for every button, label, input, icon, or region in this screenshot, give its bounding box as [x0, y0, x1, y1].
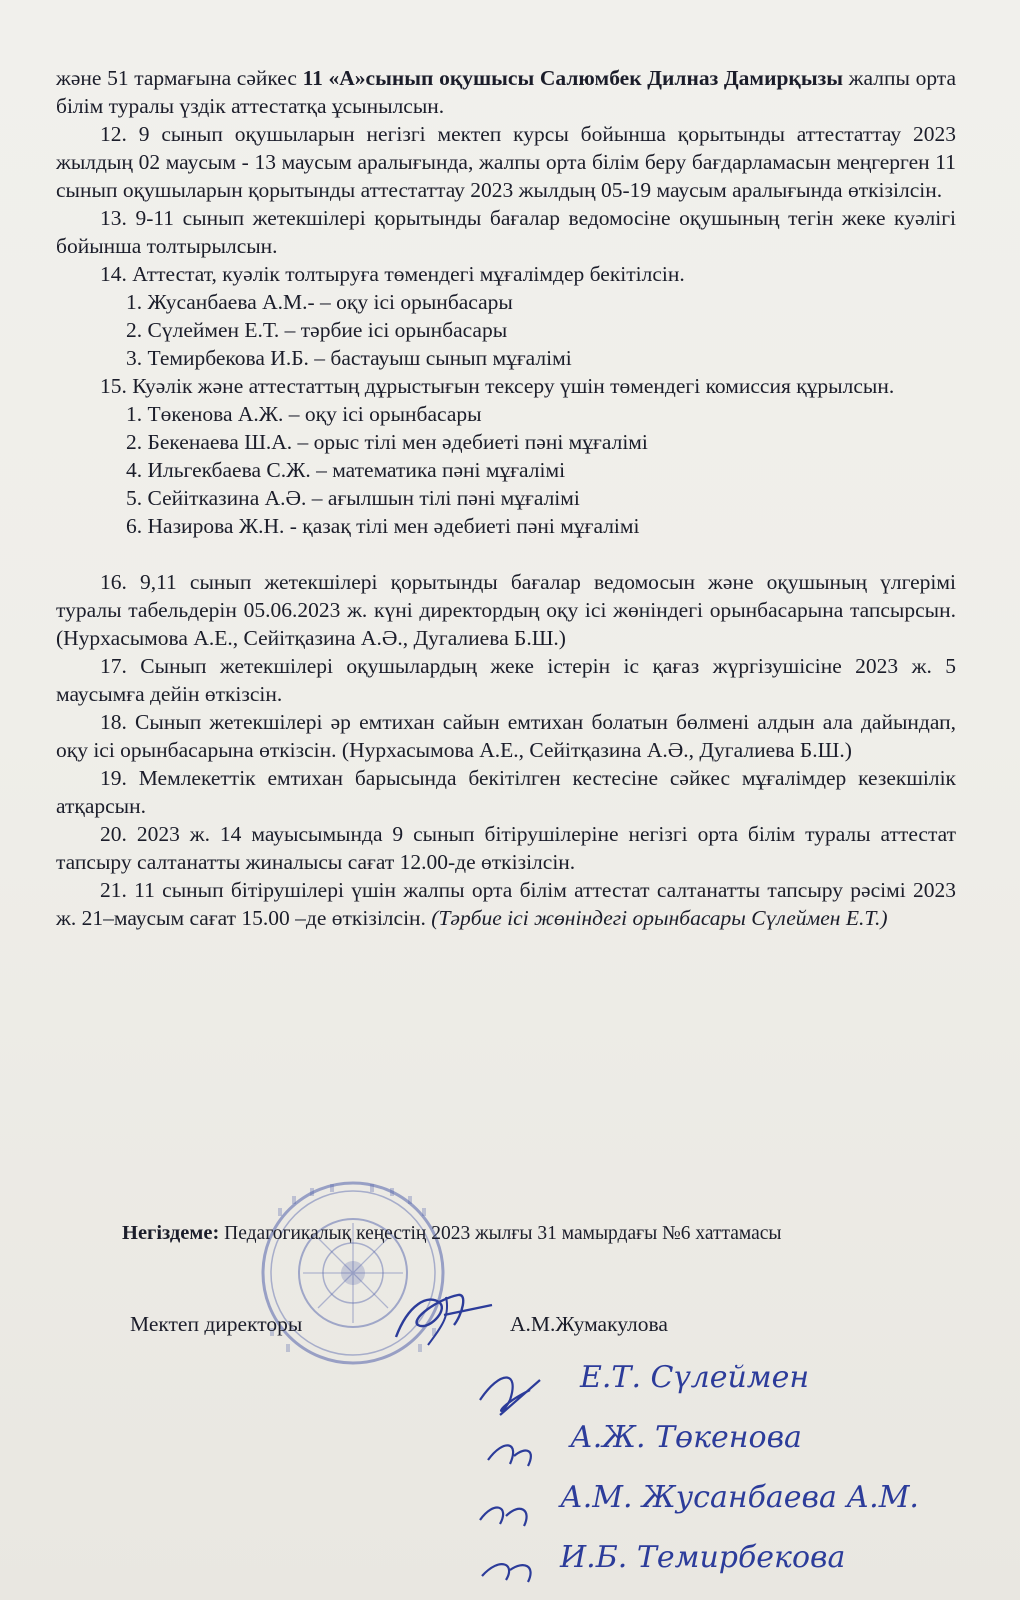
- list-item: 2. Бекенаева Ш.А. – орыс тілі мен әдебиеті пәні мұғалімі: [126, 430, 648, 454]
- initials-signature: [470, 1360, 560, 1590]
- paragraph-21-text: 21. 11 сынып бітірушілері үшін жалпы орта білім аттестат салтанатты тапсыру рәсімі 2023 ж. 21–маусым сағат 15.00 –де өткізілсін.: [56, 878, 956, 930]
- list-item: 3. Темирбекова И.Б. – бастауыш сынып мұғалімі: [126, 346, 572, 370]
- paragraph-18: 18. Сынып жетекшілері әр емтихан сайын емтихан болатын бөлмені алдын ала дайындап, оқу ісі орынбасарына өткізсін. (Нурхасымова А.Е., Сейітқазина А.Ә., Дугалиева Б.Ш.): [56, 710, 956, 762]
- paragraph-11-student: 11 «А»сынып оқушысы Салюмбек Дилназ Дамирқызы: [302, 66, 844, 90]
- director-title: Мектеп директоры: [130, 1312, 303, 1336]
- handwritten-name: И.Б. Темирбекова: [560, 1540, 846, 1575]
- list-item: 1. Жусанбаева А.М.- – оқу ісі орынбасары: [126, 290, 513, 314]
- handwritten-name: А.М. Жусанбаева А.М.: [560, 1480, 919, 1515]
- paragraph-11-suffix: жалпы орта білім туралы үздік аттестатқа ұсынылсын.: [56, 66, 956, 118]
- basis-text: Педагогикалық кеңестің 2023 жылғы 31 мамырдағы №6 хаттамасы: [219, 1223, 782, 1244]
- paragraph-12: 12. 9 сынып оқушыларын негізгі мектеп курсы бойынша қорытынды аттестаттау 2023 жылдың 02 маусым - 13 маусым аралығында, жалпы орта білім беру бағдарламасын меңгерген 11 сынып оқушыларын қорытынды аттестаттау 2023 жылдың 05-19 маусым аралығында өткізілсін.: [56, 122, 956, 202]
- director-signature: [388, 1285, 498, 1355]
- handwritten-signatures: [470, 1360, 990, 1590]
- list-item: 1. Төкенова А.Ж. – оқу ісі орынбасары: [126, 402, 482, 426]
- paragraph-19: 19. Мемлекеттік емтихан барысында бекітілген кестесіне сәйкес мұғалімдер кезекшілік атқарсын.: [56, 766, 956, 818]
- handwritten-name: Е.Т. Сүлеймен: [580, 1360, 810, 1395]
- list-item: 4. Ильгекбаева С.Ж. – математика пәні мұғалімі: [126, 458, 566, 482]
- basis-line: [122, 1222, 782, 1245]
- paragraph-11-prefix: және 51 тармағына сәйкес: [56, 66, 303, 90]
- paragraph-13: 13. 9-11 сынып жетекшілері қорытынды бағалар ведомосіне оқушының тегін жеке куәлігі бойынша толтырылсын.: [56, 206, 956, 258]
- teacher-list: [56, 288, 956, 372]
- list-item: 2. Сүлеймен Е.Т. – тәрбие ісі орынбасары: [126, 318, 508, 342]
- paragraph-15: 15. Куәлік және аттестаттың дұрыстығын тексеру үшін төмендегі комиссия құрылсын.: [100, 374, 895, 398]
- paragraph-21-responsible: (Тәрбие ісі жөніндегі орынбасары Сүлеймен Е.Т.): [431, 906, 888, 930]
- paragraph-20: 20. 2023 ж. 14 мауысымында 9 сынып бітірушілеріне негізгі орта білім туралы аттестат тапсыру салтанатты жиналысы сағат 12.00-де өткізілсін.: [56, 822, 956, 874]
- list-item: 6. Назирова Ж.Н. - қазақ тілі мен әдебиеті пәні мұғалімі: [126, 514, 640, 538]
- commission-list: [56, 400, 956, 540]
- basis-label: Негіздеме:: [122, 1222, 220, 1244]
- paragraph-17: 17. Сынып жетекшілері оқушылардың жеке істерін іс қағаз жүргізушісіне 2023 ж. 5 маусымға дейін өткізсін.: [56, 654, 956, 706]
- handwritten-name: А.Ж. Төкенова: [570, 1420, 802, 1455]
- paragraph-21: [56, 876, 956, 932]
- paragraph-14: 14. Аттестат, куәлік толтыруға төмендегі мұғалімдер бекітілсін.: [100, 262, 685, 286]
- paragraph-16: 16. 9,11 сынып жетекшілері қорытынды бағалар ведомосын және оқушының үлгерімі туралы табельдерін 05.06.2023 ж. күні директордың оқу ісі жөніндегі орынбасарына тапсырсын. (Нурхасымова А.Е., Сейітқазина А.Ә., Дугалиева Б.Ш.): [56, 570, 956, 650]
- director-name: А.М.Жумакулова: [510, 1312, 668, 1336]
- spacer: [56, 540, 956, 568]
- paragraph-11: [56, 64, 956, 120]
- list-item: 5. Сейітказина А.Ә. – ағылшын тілі пәні мұғалімі: [126, 486, 580, 510]
- document-body: [56, 64, 956, 932]
